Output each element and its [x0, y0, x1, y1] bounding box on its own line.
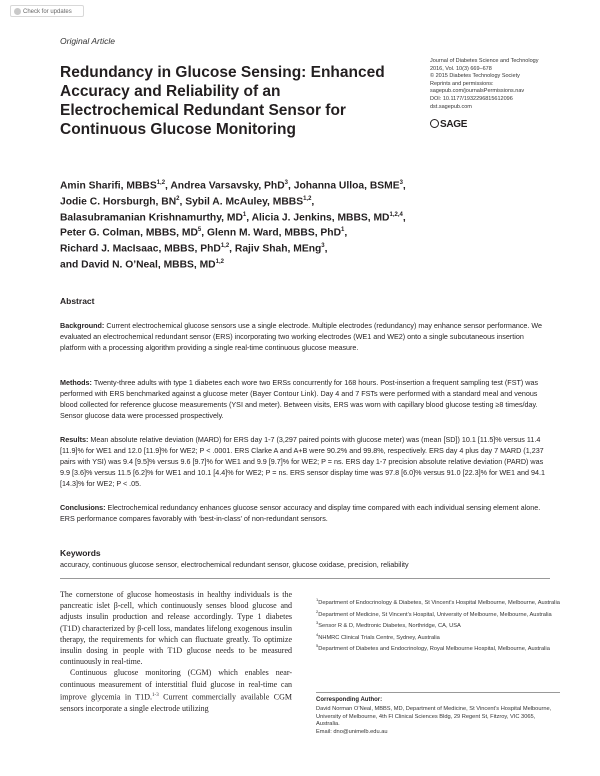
keywords-list: accuracy, continuous glucose sensor, electrochemical redundant sensor, glucose oxidase, precision, reliability: [60, 560, 409, 569]
journal-reprints: Reprints and permissions:: [430, 80, 494, 87]
journal-info: [430, 58, 560, 111]
author-affiliation-ref: 2: [176, 195, 180, 202]
author-line: [60, 177, 500, 193]
author-affiliation-ref: 3: [321, 243, 325, 250]
author-affiliation-ref: 1: [341, 227, 345, 234]
divider: [316, 692, 560, 693]
conclusions-text: Electrochemical redundancy enhances glucose sensor accuracy and display time compared with each individual sensing element alone. ERS performance compares favorably with ‘best-in-class’ of non-redundant sensors.: [60, 503, 541, 523]
author-name: ,: [344, 227, 348, 239]
journal-name: Journal of Diabetes Science and Technology: [430, 58, 539, 64]
keywords-heading: Keywords: [60, 548, 101, 558]
citation-ref[interactable]: 1-3: [152, 692, 159, 698]
abstract-results: [60, 434, 550, 489]
author-list: [60, 177, 500, 272]
conclusions-label: Conclusions:: [60, 503, 106, 512]
badge-label: Check for updates: [23, 9, 72, 15]
author-affiliation-ref: 1,2: [215, 259, 224, 266]
body-text: [60, 589, 292, 714]
author-name: , Johanna Ulloa, BSME: [288, 180, 400, 192]
author-affiliation-ref: 1: [242, 211, 247, 218]
abstract-methods: [60, 377, 550, 421]
author-line: [60, 256, 500, 272]
abstract-conclusions: [60, 502, 550, 524]
author-affiliation-ref: 3: [399, 180, 403, 186]
body-paragraph-2: [60, 667, 292, 713]
author-name: Balasubramanian Krishnamurthy, MD: [60, 212, 243, 224]
author-name: , Rajiv Shah, MEng: [229, 243, 322, 255]
author-name: Amin Sharifi, MBBS: [60, 180, 157, 192]
body-paragraph-1: The cornerstone of glucose homeostasis in healthy individuals is the pancreatic islet β-cell, which continuously senses blood glucose and adjusts insulin production and release accordingly. Type 1 diabetes (T1D) characterized by β-cell loss, mandates lifelong exogenous insulin therapy, the requirements for which can fluctuate greatly. To optimize insulin dosing in people with T1D glucose needs to be measured continuously in real-time.: [60, 590, 292, 667]
author-name: ,: [324, 243, 328, 255]
methods-label: Methods:: [60, 378, 92, 387]
publisher-name: SAGE: [440, 119, 468, 130]
divider: [60, 578, 550, 579]
corresponding-author-heading: Corresponding Author:: [316, 697, 383, 703]
check-for-updates-badge[interactable]: [10, 5, 84, 17]
affiliation-number: 3: [316, 620, 319, 626]
author-name: Richard J. MacIsaac, MBBS, PhD: [60, 243, 221, 255]
abstract-background: [60, 320, 550, 353]
affiliation-item: [316, 608, 560, 620]
corresponding-author-text: David Norman O’Neal, MBBS, MD, Department of Medicine, St Vincent’s Hospital Melbourne, University of Melbourne, 4th Fl Clinical Sciences Bldg, 29 Regent St, Fitzroy, VIC 3065, Australia.: [316, 706, 552, 728]
affiliation-text: NHMRC Clinical Trials Centre, Sydney, Australia: [318, 634, 440, 641]
author-affiliation-ref: 1,2: [303, 195, 312, 202]
author-name: and David N. O’Neal, MBBS, MD: [60, 259, 216, 271]
author-name: ,: [402, 212, 406, 224]
affiliation-item: [316, 631, 560, 643]
journal-copyright: © 2015 Diabetes Technology Society: [430, 73, 520, 80]
affiliation-number: 4: [316, 631, 319, 637]
author-affiliation-ref: 5: [197, 227, 202, 234]
body-p2-text: Continuous glucose monitoring (CGM) which enables near-continuous measurement of interstitial fluid glucose in real-time can improve glycemia in T1D.: [60, 668, 292, 702]
abstract-heading: Abstract: [60, 296, 95, 306]
author-name: , Andrea Varsavsky, PhD: [165, 180, 285, 192]
methods-text: Twenty-three adults with type 1 diabetes each wore two ERSs concurrently for 168 hours. Post-insertion a frequent sampling test (FST) was performed with ERS benchmarked against a glucose meter (Bayer Contour Link). Day 4 and 7 FSTs were performed with a standard meal and venous blood collected for reference glucose measurements (YSI and meter). Between visits, ERS was worn with capillary blood glucose testing ≥8 times/day. Sensor glucose data were processed prospectively.: [60, 378, 539, 420]
author-line: [60, 193, 500, 209]
background-text: Current electrochemical glucose sensors use a single electrode. Multiple electrodes (redundancy) may enhance sensor performance. We evaluated an electrochemical redundant sensor (ERS) incorporating two working electrodes (WE1 and WE2) onto a single subcutaneous insertion platform with a processing algorithm providing a single real-time continuous glucose measure.: [60, 321, 543, 352]
sage-logo-icon: [430, 119, 439, 128]
update-icon: [14, 8, 21, 15]
author-name: , Alicia J. Jenkins, MBBS, MD: [246, 212, 390, 224]
affiliations: [316, 596, 560, 654]
author-line: [60, 209, 500, 225]
affiliation-number: 2: [316, 608, 319, 614]
author-name: Peter G. Colman, MBBS, MD: [60, 227, 198, 239]
affiliation-text: Department of Endocrinology & Diabetes, St Vincent’s Hospital Melbourne, Melbourne, Australia: [318, 599, 560, 606]
affiliation-item: [316, 596, 560, 608]
author-affiliation-ref: 1,2,4: [389, 211, 403, 218]
journal-site[interactable]: dst.sagepub.com: [430, 103, 472, 110]
author-line: [60, 224, 500, 240]
affiliation-item: [316, 642, 560, 654]
author-line: [60, 240, 500, 256]
author-name: ,: [311, 196, 315, 208]
author-name: , Sybil A. McAuley, MBBS: [179, 196, 304, 208]
background-label: Background:: [60, 321, 105, 330]
results-text: Mean absolute relative deviation (MARD) for ERS day 1-7 (3,297 paired points with glucose meter) was (mean [SD]) 10.1 [11.5]% versus 11.4 [11.9]% for WE1 and 12.0 [11.9]% for WE2; P < .0001. ERS Clarke A and A+B were 90.2% and 99.8%, respectively. ERS day 4 plus day 7 MARD (1,237 pairs with YSI) was 9.4 [9.5]% versus 9.6 [9.7]% for WE1 and 9.9 [9.7]% for WE2; P = ns. ERS day 1-7 precision absolute relative deviation (PARD) was 9.9 [3.6]% versus 11.5 [6.2]% for WE1 and 10.1 [4.4]% for WE2; P = ns. ERS sensor display time was 97.8 [6.0]% versus 91.0 [22.3]% for WE1 and 94.1 [14.3]% for WE2; P < .05.: [60, 435, 545, 488]
body-p2-rest: Current commercially available CGM sensors incorporate a single electrode utilizing: [60, 692, 292, 713]
affiliation-text: Department of Diabetes and Endocrinology, Royal Melbourne Hospital, Melbourne, Australia: [318, 646, 550, 653]
journal-doi[interactable]: DOI: 10.1177/1932296815612096: [430, 95, 513, 102]
article-title: Redundancy in Glucose Sensing: Enhanced Accuracy and Reliability of an Electrochemical Redundant Sensor for Continuous Glucose Monitoring: [60, 64, 385, 138]
affiliation-number: 1: [316, 597, 319, 602]
article-type: Original Article: [60, 36, 115, 46]
sage-logo: [430, 119, 467, 130]
author-name: ,: [402, 180, 406, 192]
corresponding-author-email[interactable]: Email: dno@unimelb.edu.au: [316, 729, 388, 736]
affiliation-text: Sensor R & D, Medtronic Diabetes, Northridge, CA, USA: [318, 623, 461, 630]
author-affiliation-ref: 1,2: [156, 180, 166, 186]
author-affiliation-ref: 3: [284, 180, 288, 186]
results-label: Results:: [60, 435, 89, 444]
journal-citation: 2016, Vol. 10(3) 669–678: [430, 65, 492, 72]
journal-reprints-url[interactable]: sagepub.com/journalsPermissions.nav: [430, 88, 525, 95]
affiliation-number: 5: [316, 643, 319, 649]
affiliation-text: Department of Medicine, St Vincent’s Hospital, University of Melbourne, Melbourne, Australia: [318, 611, 552, 618]
author-affiliation-ref: 1,2: [220, 243, 230, 250]
affiliation-item: [316, 619, 560, 631]
corresponding-author: [316, 706, 560, 737]
author-name: Jodie C. Horsburgh, BN: [60, 196, 177, 208]
author-name: , Glenn M. Ward, MBBS, PhD: [201, 227, 342, 239]
